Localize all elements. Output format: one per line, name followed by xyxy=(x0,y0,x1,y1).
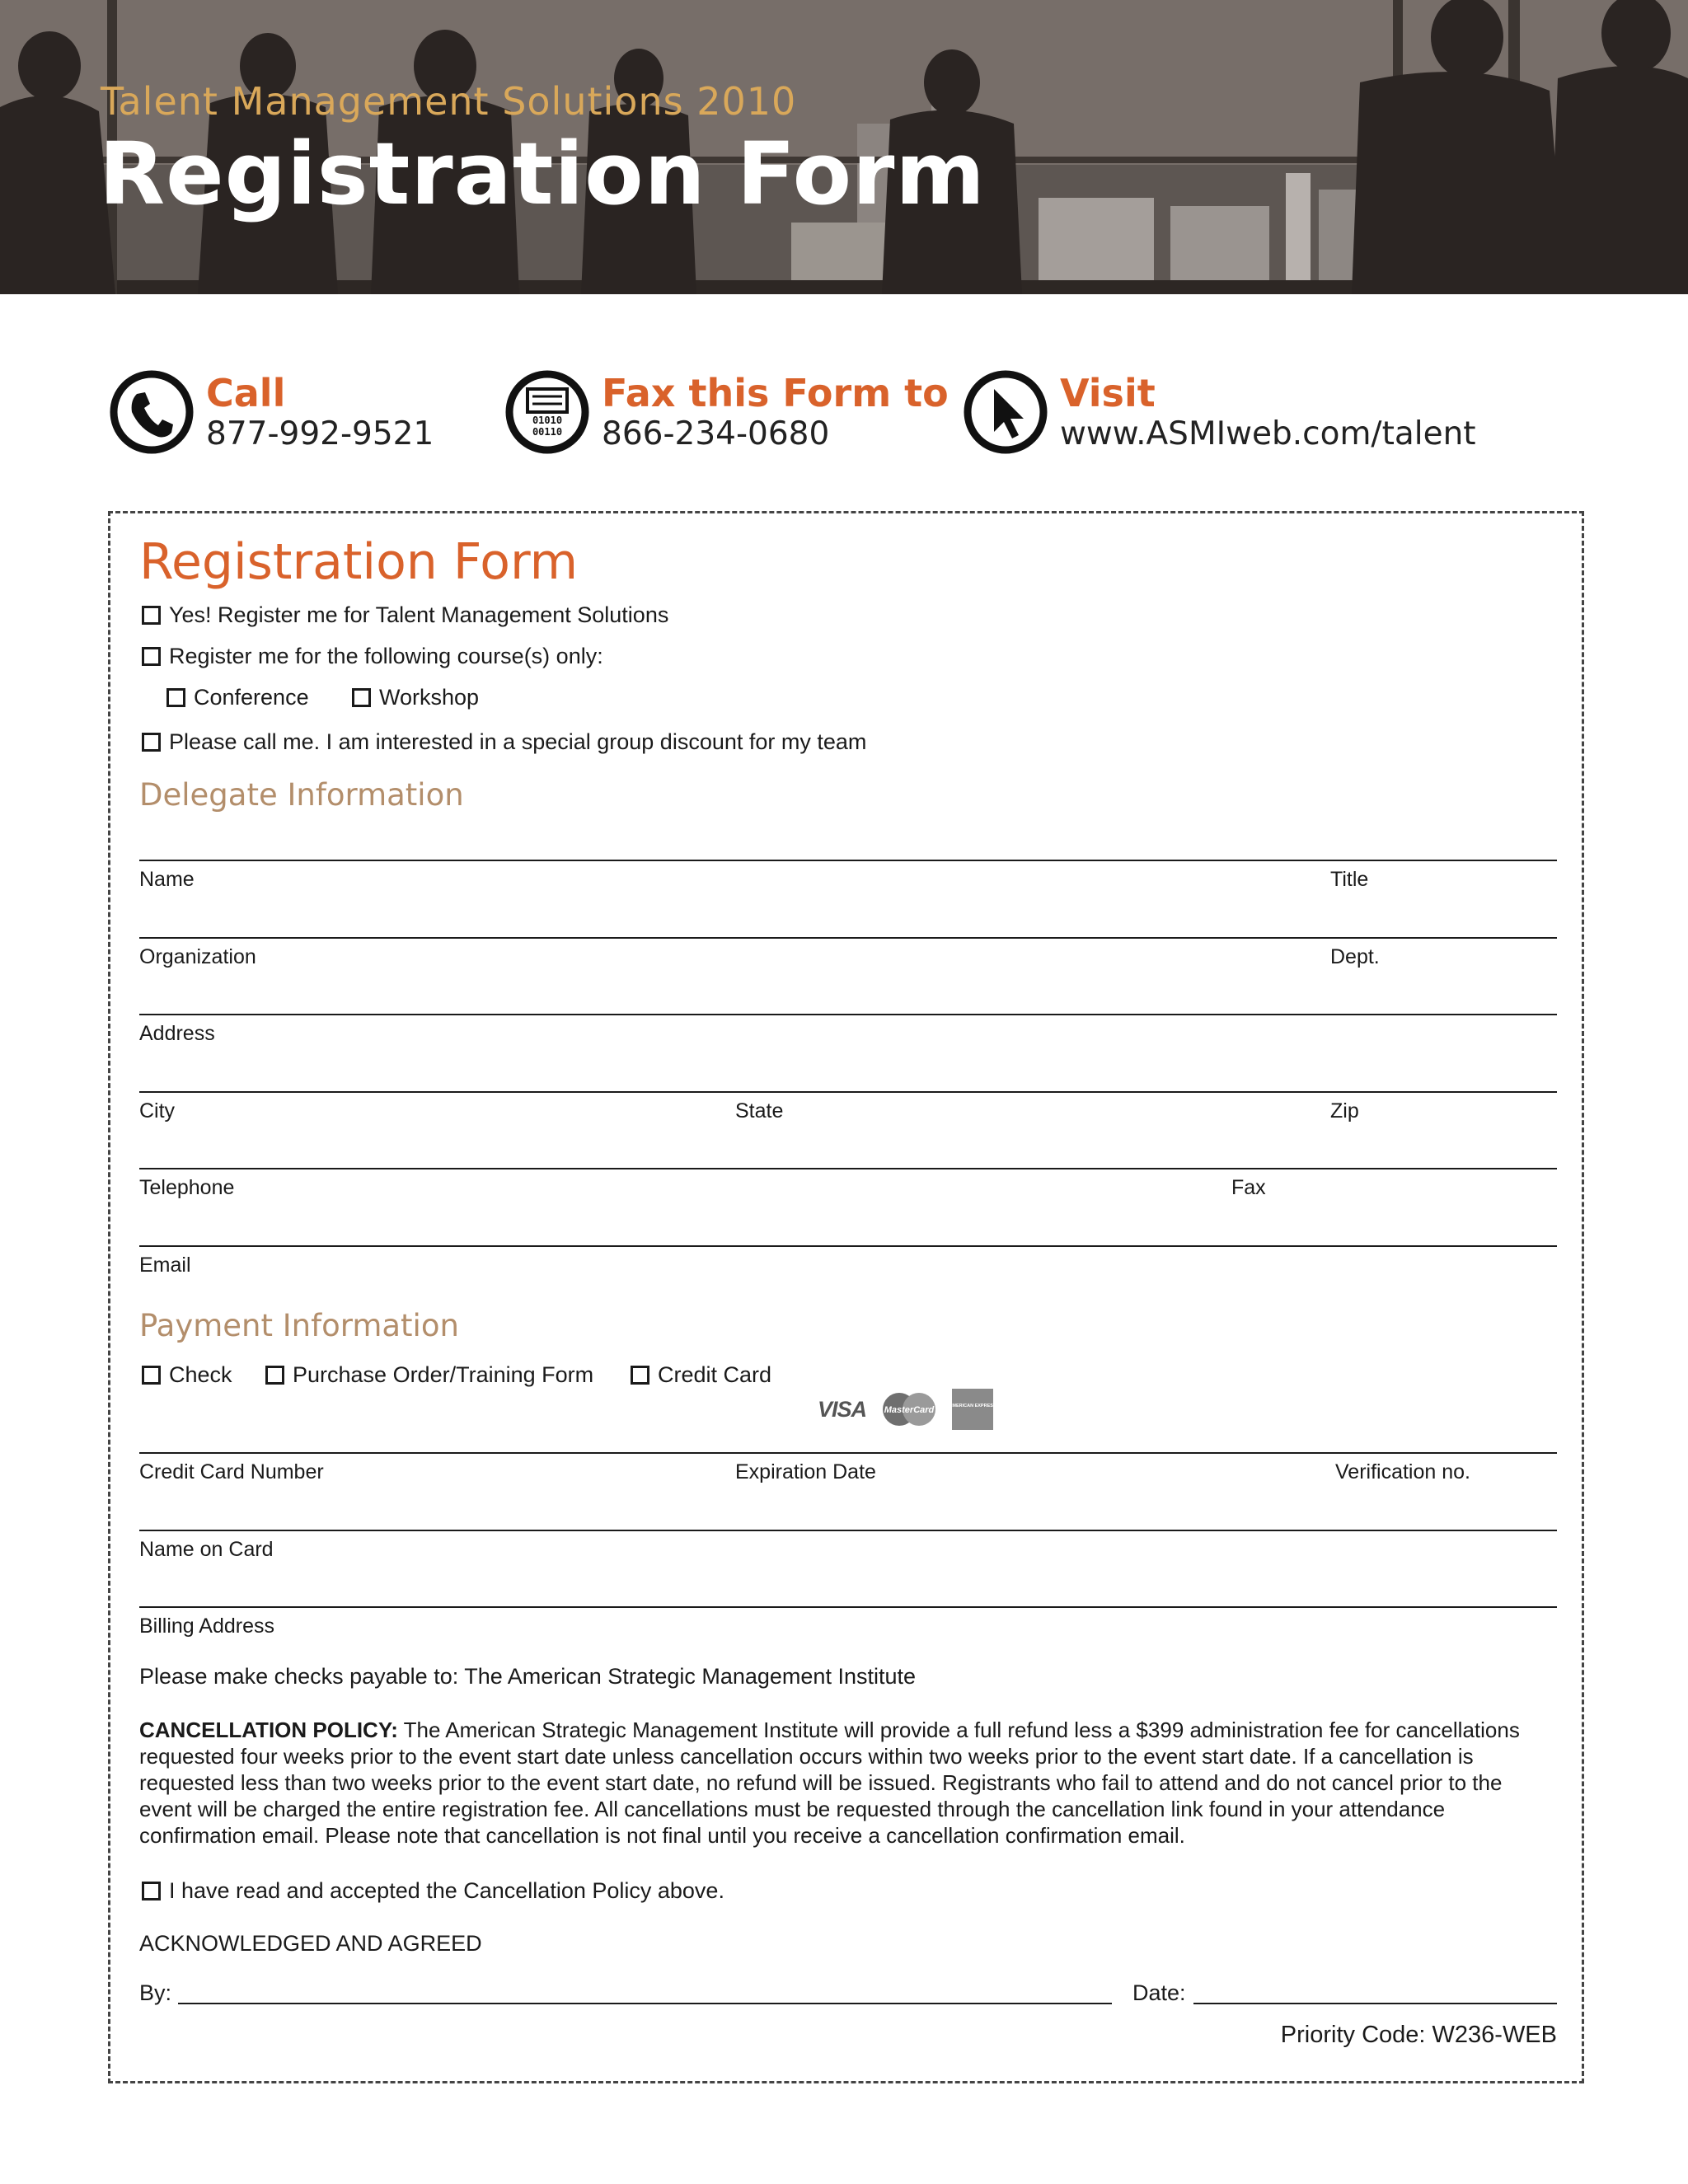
organization-label: Organization xyxy=(139,945,256,968)
card-number-field-line[interactable] xyxy=(139,1452,1557,1454)
billing-address-field-line[interactable] xyxy=(139,1606,1557,1608)
option-register-courses[interactable] xyxy=(142,644,603,669)
checkbox[interactable] xyxy=(166,688,185,707)
checkbox[interactable] xyxy=(142,733,161,752)
payment-purchase-order[interactable] xyxy=(265,1362,593,1388)
contact-call-value[interactable]: 877-992-9521 xyxy=(206,415,434,452)
city-field-line[interactable] xyxy=(139,1091,1557,1093)
header-banner xyxy=(0,0,1688,294)
visa-logo: VISA xyxy=(818,1396,867,1422)
telephone-label: Telephone xyxy=(139,1176,235,1199)
contact-visit-value[interactable]: www.ASMIweb.com/talent xyxy=(1060,415,1476,452)
amex-logo xyxy=(949,1389,996,1430)
contact-call xyxy=(109,363,455,462)
address-label: Address xyxy=(139,1022,215,1045)
name-label: Name xyxy=(139,868,195,891)
cursor-icon xyxy=(963,369,1048,455)
telephone-field-line[interactable] xyxy=(139,1168,1557,1169)
fax-icon xyxy=(504,369,590,455)
option-workshop-label: Workshop xyxy=(379,685,480,710)
payment-check[interactable] xyxy=(142,1362,232,1388)
mastercard-logo-text: MasterCard xyxy=(884,1405,935,1415)
expiration-label: Expiration Date xyxy=(735,1460,876,1483)
option-workshop[interactable] xyxy=(352,685,479,710)
fax-icon-text-1: 01010 xyxy=(532,415,563,426)
payment-credit-card-label: Credit Card xyxy=(658,1362,772,1387)
checkbox[interactable] xyxy=(352,688,371,707)
form-title: Registration Form xyxy=(139,533,579,591)
verification-label: Verification no. xyxy=(1335,1460,1470,1483)
name-on-card-field-line[interactable] xyxy=(139,1530,1557,1531)
organization-field-line[interactable] xyxy=(139,937,1557,939)
checkbox[interactable] xyxy=(265,1366,284,1385)
email-field-line[interactable] xyxy=(139,1245,1557,1247)
option-group-discount[interactable] xyxy=(142,729,866,755)
checkbox[interactable] xyxy=(631,1366,649,1385)
address-field-line[interactable] xyxy=(139,1014,1557,1015)
by-label: By: xyxy=(139,1980,172,2005)
signature-line[interactable] xyxy=(178,2003,1112,2004)
option-conference[interactable] xyxy=(166,685,309,710)
payment-credit-card[interactable] xyxy=(631,1362,771,1388)
registration-form xyxy=(108,511,1584,2083)
city-label: City xyxy=(139,1099,176,1122)
state-label: State xyxy=(735,1099,784,1122)
phone-icon xyxy=(109,369,195,455)
checkbox[interactable] xyxy=(142,647,161,666)
cancellation-policy-label: CANCELLATION POLICY: xyxy=(139,1718,398,1742)
billing-address-label: Billing Address xyxy=(139,1615,274,1638)
banner-subtitle: Talent Management Solutions 2010 xyxy=(101,79,797,124)
option-conference-label: Conference xyxy=(194,685,309,710)
card-logos xyxy=(818,1389,996,1430)
checks-payable-note: Please make checks payable to: The American Strategic Management Institute xyxy=(139,1664,917,1689)
cancellation-policy xyxy=(139,1717,1557,1849)
option-register-courses-label: Register me for the following course(s) only: xyxy=(169,644,603,668)
title-label: Title xyxy=(1330,868,1369,891)
delegate-heading: Delegate Information xyxy=(139,777,464,813)
name-on-card-label: Name on Card xyxy=(139,1538,274,1561)
contact-fax-value[interactable]: 866-234-0680 xyxy=(602,415,830,452)
amex-logo-text: AMERICAN EXPRESS xyxy=(949,1404,996,1408)
contact-fax-label: Fax this Form to xyxy=(602,371,949,415)
date-label: Date: xyxy=(1132,1980,1186,2005)
dept-label: Dept. xyxy=(1330,945,1380,968)
acknowledged-label: ACKNOWLEDGED AND AGREED xyxy=(139,1931,482,1956)
payment-heading: Payment Information xyxy=(139,1308,459,1343)
email-label: Email xyxy=(139,1254,191,1277)
contact-call-label: Call xyxy=(206,371,286,415)
payment-check-label: Check xyxy=(169,1362,232,1387)
fax-label: Fax xyxy=(1231,1176,1266,1199)
cancellation-policy-text: The American Strategic Management Institute will provide a full refund less a $399 administration fee for cancellations requested four weeks prior to the event start date unless cancellation occurs within two weeks prior to the event start date. If a cancellation is requested less than two weeks prior to the event start date, no refund will be issued. Registrants who fail to attend and do not cancel prior to the event will be charged the entire registration fee. All cancellations must be requested through the cancellation link found in your attendance confirmation email. Please note that cancellation is not final until you receive a cancellation confirmation email. xyxy=(139,1718,1520,1848)
option-group-discount-label: Please call me. I am interested in a special group discount for my team xyxy=(169,729,867,754)
banner-title: Registration Form xyxy=(99,124,986,224)
option-register-all-label: Yes! Register me for Talent Management Solutions xyxy=(169,602,669,627)
date-line[interactable] xyxy=(1193,2003,1557,2004)
name-field-line[interactable] xyxy=(139,860,1557,861)
card-number-label: Credit Card Number xyxy=(139,1460,324,1483)
mastercard-logo xyxy=(878,1391,940,1427)
option-register-all[interactable] xyxy=(142,602,668,628)
checkbox[interactable] xyxy=(142,606,161,625)
contact-visit xyxy=(963,363,1474,462)
priority-code: Priority Code: W236-WEB xyxy=(1280,2022,1557,2048)
payment-purchase-order-label: Purchase Order/Training Form xyxy=(293,1362,594,1387)
accept-policy-label: I have read and accepted the Cancellation Policy above. xyxy=(169,1878,724,1903)
zip-label: Zip xyxy=(1330,1099,1359,1122)
contact-fax xyxy=(504,363,949,462)
contact-visit-label: Visit xyxy=(1060,371,1156,415)
fax-icon-text-2: 00110 xyxy=(532,426,563,438)
checkbox[interactable] xyxy=(142,1366,161,1385)
accept-policy[interactable] xyxy=(142,1878,724,1904)
checkbox[interactable] xyxy=(142,1882,161,1900)
